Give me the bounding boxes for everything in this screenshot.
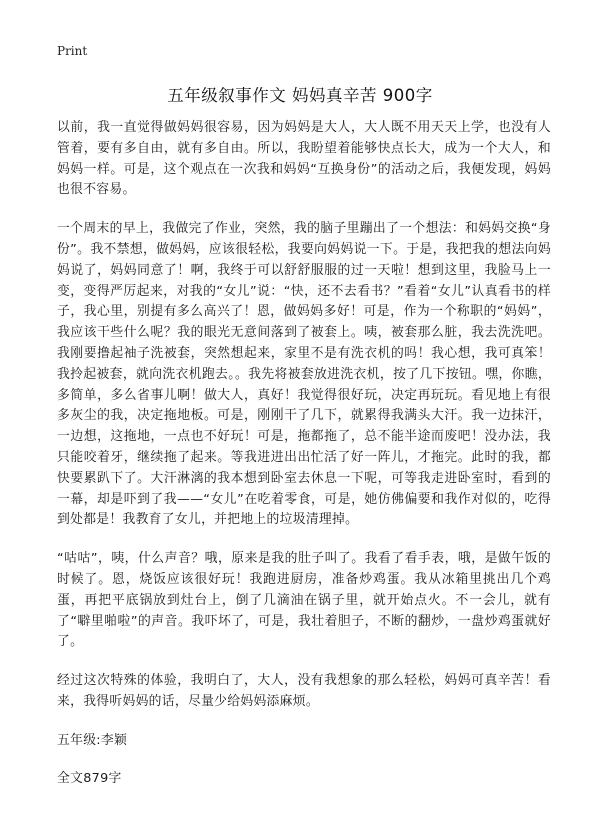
paragraph: 一个周末的早上，我做完了作业，突然，我的脑子里蹦出了一个想法：和妈妈交换“身份”。我不禁想，做妈妈，应该很轻松，我要向妈妈说一下。于是，我把我的想法向妈妈说了，妈妈同意了！啊，我终于可以舒舒服服的过一天啦！想到这里，我脸马上一变，变得严厉起来，对我的“女儿”说：“快，还不去看书？”看着“女儿”认真看书的样子，我心里，别提有多么高兴了！恩，做妈妈多好！可是，作为一个称职的“妈妈”，我应该干些什么呢？我的眼光无意间落到了被套上。咦，被套那么脏，我去洗洗吧。我刚要撸起袖子洗被套，突然想起来，家里不是有洗衣机的吗！我心想，我可真笨！我拎起被套，就向洗衣机跑去。。我先将被套放进洗衣机，按了几下按钮。嘿，你瞧，多简单，多么省事儿啊！做大人，真好！我觉得很好玩，决定再玩玩。看见地上有很多灰尘的我，决定拖地板。可是，刚刚干了几下，就累得我满头大汗。我一边抹汗，一边想，这拖地，一点也不好玩！可是，拖都拖了，总不能半途而废吧！没办法，我只能咬着牙，继续拖了起来。等我进进出出忙活了好一阵儿，才拖完。此时的我，都快要累趴下了。大汗淋漓的我本想到卧室去休息一下呢，可等我走进卧室时，看到的一幕，却是吓到了我——“女儿”在吃着零食，可是，她仿佛偏要和我作对似的，吃得到处都是！我教育了女儿，并把地上的垃圾清理掉。 — [57, 221, 551, 528]
author-line: 五年级:李颖 — [57, 732, 128, 748]
paragraph: 经过这次特殊的体验，我明白了，大人，没有我想象的那么轻松，妈妈可真辛苦！看来，我得听妈妈的话，尽量少给妈妈添麻烦。 — [57, 673, 551, 709]
page-title: 五年级叙事作文 妈妈真辛苦 900字 — [167, 86, 433, 105]
paragraph: “咕咕”，咦，什么声音？哦，原来是我的肚子叫了。我看了看手表，哦，是做午饭的时候了。恩，烧饭应该很好玩！我跑进厨房，准备炒鸡蛋。我从冰箱里挑出几个鸡蛋，再把平底锅放到灶台上，倒了几滴油在锅子里，就开始点火。不一会儿，就有了“噼里啪啦”的声音。我吓坏了，可是，我壮着胆子，不断的翻炒，一盘炒鸡蛋就好了。 — [57, 551, 551, 650]
word-count: 全文879字 — [57, 770, 122, 786]
article-body — [57, 118, 551, 806]
print-link[interactable]: Print — [57, 44, 88, 58]
paragraph: 以前，我一直觉得做妈妈很容易，因为妈妈是大人，大人既不用天天上学，也没有人管着，要有多自由，就有多自由。所以，我盼望着能够快点长大，成为一个大人，和妈妈一样。可是，这个观点在一次我和妈妈“互换身份”的活动之后，我便发现，妈妈也很不容易。 — [57, 120, 551, 198]
